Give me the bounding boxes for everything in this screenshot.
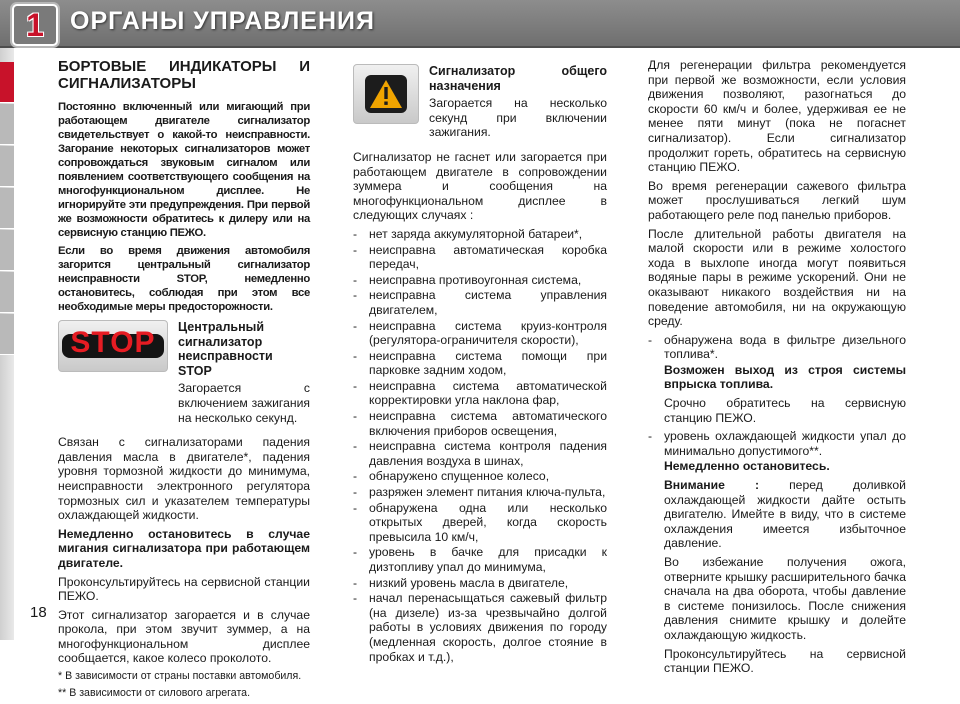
chapter-title: ОРГАНЫ УПРАВЛЕНИЯ	[70, 7, 375, 35]
list-item: - неисправна противоугонная система,	[353, 272, 582, 287]
list-item: - неисправна система круиз-контроля (регулятора-ограничителя скорости),	[353, 318, 607, 348]
list-item: - неисправна автоматическая коробка передач,	[353, 242, 607, 272]
stop-blinking-warning: Немедленно остановитесь в случае мигания сигнализатора при работающем двигателе.	[58, 526, 310, 570]
list-item: - уровень в бачке для присадки к дизтопливу упал до минимума,	[353, 545, 607, 574]
column-left	[58, 58, 310, 704]
fault-item-text: начал перенасыщаться сажевый фильтр (на дизеле) из-за чрезвычайно долгой работы в условиях движения по городу (медленная скорость, долгое стояние в пробках и т.д.),	[369, 591, 607, 664]
fault-item-text: неисправна противоугонная система,	[369, 272, 582, 287]
intro-warning: Постоянно включенный или мигающий при работающем двигателе сигнализатор свидетельствует о какой-то неисправности. Загорание некоторых сигнализаторов может сопровождаться звуковым сигналом или появлением соответствующего сообщения на многофункциональном дисплее. Не игнорируйте эти предупреждения. При первой же возможности обратитесь к дилеру или на сервисную станцию ПЕЖО.	[58, 101, 310, 239]
page-number: 18	[30, 604, 47, 621]
list-item: - обнаружена вода в фильтре дизельного топлива*.	[648, 332, 906, 362]
list-item: - обнаружена одна или несколько открытых дверей, когда скорость превысила 10 км/ч,	[353, 500, 607, 544]
side-tab	[0, 314, 14, 355]
general-indicator-description	[429, 64, 607, 144]
fault-item-text: обнаружена одна или несколько открытых дверей, когда скорость превысила 10 км/ч,	[369, 500, 607, 544]
column-middle	[353, 58, 607, 665]
fault-item-text: уровень в бачке для присадки к дизтопливу упал до минимума,	[369, 545, 607, 574]
urgent-service-text: Срочно обратитесь на сервисную станцию ПЕЖО.	[664, 396, 906, 425]
fault-item-text: неисправна система круиз-контроля (регулятора-ограничителя скорости),	[369, 318, 607, 348]
stop-indicator-block	[58, 320, 310, 429]
puncture-text: Этот сигнализатор загорается и в случае прокола, при этом звучит зуммер, а на многофункциональном дисплее сообщается, какое колесо проколото.	[58, 607, 310, 666]
stop-related-indicators: Связан с сигнализаторами падения давления масла в двигателе*, падения уровня тормозной жидкости до минимума, неисправности электронного регулятора тормозных сил и указателем температуры охлаждающей жидкости.	[58, 435, 310, 523]
stop-icon-label: STOP	[70, 326, 156, 360]
injection-failure-warning: Возможен выход из строя системы впрыска топлива.	[664, 362, 906, 392]
attention-paragraph	[648, 478, 906, 551]
chapter-number: 1	[26, 7, 44, 43]
stop-immediately-text: Немедленно остановитесь.	[664, 459, 830, 474]
consult-service-text-2: Проконсультируйтесь на сервисной станции ПЕЖО.	[664, 646, 906, 676]
stop-warning-intro: Если во время движения автомобиля загорится центральный сигнализатор неисправности STOP, немедленно остановитесь, соблюдая при этом все необходимые меры предосторожности.	[58, 245, 310, 313]
list-item: - неисправна система автоматического включения приборов освещения,	[353, 409, 607, 438]
fault-list-continued	[648, 333, 906, 362]
side-tab-active	[0, 62, 14, 103]
fault-item-text: нет заряда аккумуляторной батареи*,	[369, 226, 583, 241]
list-item: - низкий уровень масла в двигателе,	[353, 575, 569, 590]
coolant-level-text: уровень охлаждающей жидкости упал до минимально допустимого**.	[664, 429, 906, 458]
stop-indicator-description	[178, 320, 310, 429]
fault-item-text: неисправна система автоматического включения приборов освещения,	[369, 409, 607, 438]
fault-item-text: неисправна автоматическая коробка передач,	[369, 242, 607, 272]
general-indicator-title: Сигнализатор общего назначения	[429, 64, 607, 93]
side-tab	[0, 272, 14, 313]
fault-item-text: неисправна система автоматической корректировки угла наклона фар,	[369, 378, 607, 408]
chapter-header	[0, 0, 960, 48]
fault-item-text: обнаружено спущенное колесо,	[369, 469, 550, 484]
list-item: - неисправна система управления двигателем,	[353, 288, 607, 317]
fault-item-text: низкий уровень масла в двигателе,	[369, 575, 569, 590]
stop-indicator-icon	[58, 320, 168, 372]
section-heading: БОРТОВЫЕ ИНДИКАТОРЫ И СИГНАЛИЗАТОРЫ	[58, 58, 310, 92]
water-in-filter-text: обнаружена вода в фильтре дизельного топлива*.	[664, 332, 906, 362]
footnote-country: * В зависимости от страны поставки автомобиля.	[58, 670, 302, 683]
list-item: - начал перенасыщаться сажевый фильтр (на дизеле) из-за чрезвычайно долгой работы в условиях движения по городу (медленная скорость, долгое стояние в пробках и т.д.),	[353, 591, 607, 664]
fault-list-coolant	[648, 429, 906, 458]
burn-prevention-text: Во избежание получения ожога, отверните крышку расширительного бачка сначала на два оборота, чтобы давление в системе понизилось. После снижения давления снимите крышку и долейте охлаждающую жидкость.	[664, 555, 906, 642]
stop-indicator-title: Центральный сигнализатор неисправности STOP	[178, 320, 273, 378]
list-item: - разряжен элемент питания ключа-пульта,	[353, 485, 606, 500]
footnote-powertrain: ** В зависимости от силового агрегата.	[58, 687, 251, 700]
attention-text: перед доливкой охлаждающей жидкости дайте остыть двигателю. Имейте в виду, что в системе охлаждения имеется избыточное давление.	[664, 478, 906, 551]
general-indicator-short: Загорается на несколько секунд при включении зажигания.	[429, 96, 607, 140]
list-item: - нет заряда аккумуляторной батареи*,	[353, 226, 583, 241]
engine-warning-icon-graphic	[364, 74, 408, 114]
water-vapour-text: После длительной работы двигателя на малой скорости или в режиме холостого хода в выхлопе иногда могут появиться водяные пары в режиме ускорений. Они не оказывают никакого воздействия ни на поведение автомобиля, ни на окружающую среду.	[648, 226, 906, 329]
side-tab	[0, 146, 14, 187]
chapter-number-badge	[12, 4, 58, 46]
side-tab	[0, 188, 14, 229]
attention-label: Внимание :	[664, 478, 760, 493]
stop-indicator-text: Загорается с включением зажигания на несколько секунд.	[178, 381, 310, 425]
stop-icon-frame	[62, 326, 163, 360]
side-tab	[0, 104, 14, 145]
list-item: - неисправна система помощи при парковке задним ходом,	[353, 348, 607, 378]
fault-item-text: неисправна система помощи при парковке задним ходом,	[369, 348, 607, 378]
relay-noise-text: Во время регенерации сажевого фильтра может прослушиваться легкий шум работающего реле под панелью приборов.	[648, 178, 906, 222]
column-right	[648, 58, 906, 680]
engine-warning-icon	[353, 64, 419, 124]
general-indicator-intro: Сигнализатор не гаснет или загорается при работающем двигателе в сопровождении зуммера и сообщения на многофункциональном дисплее в следующих случаях :	[353, 149, 607, 223]
filter-regeneration-text: Для регенерации фильтра рекомендуется при первой же возможности, если условия движения позволяют, разогнаться до скорости 60 км/ч и более, удерживая ее не менее пяти минут (пока не погаснет сигнализатор). Если сигнализатор продолжит гореть, обратитесь на сервисную станцию ПЕЖО.	[648, 58, 906, 175]
list-item: - обнаружено спущенное колесо,	[353, 469, 550, 484]
general-indicator-block	[353, 64, 607, 144]
consult-service-text: Проконсультируйтесь на сервисной станции ПЕЖО.	[58, 574, 310, 604]
side-tab-strip	[0, 48, 14, 640]
side-tab	[0, 230, 14, 271]
list-item: - уровень охлаждающей жидкости упал до минимально допустимого**.	[648, 429, 906, 458]
list-item: - неисправна система контроля падения давления воздуха в шинах,	[353, 439, 607, 468]
fault-list	[353, 227, 607, 664]
fault-item-text: разряжен элемент питания ключа-пульта,	[369, 485, 606, 500]
fault-item-text: неисправна система управления двигателем,	[369, 288, 607, 317]
fault-item-text: неисправна система контроля падения давления воздуха в шинах,	[369, 439, 607, 468]
list-item: - неисправна система автоматической корректировки угла наклона фар,	[353, 378, 607, 408]
